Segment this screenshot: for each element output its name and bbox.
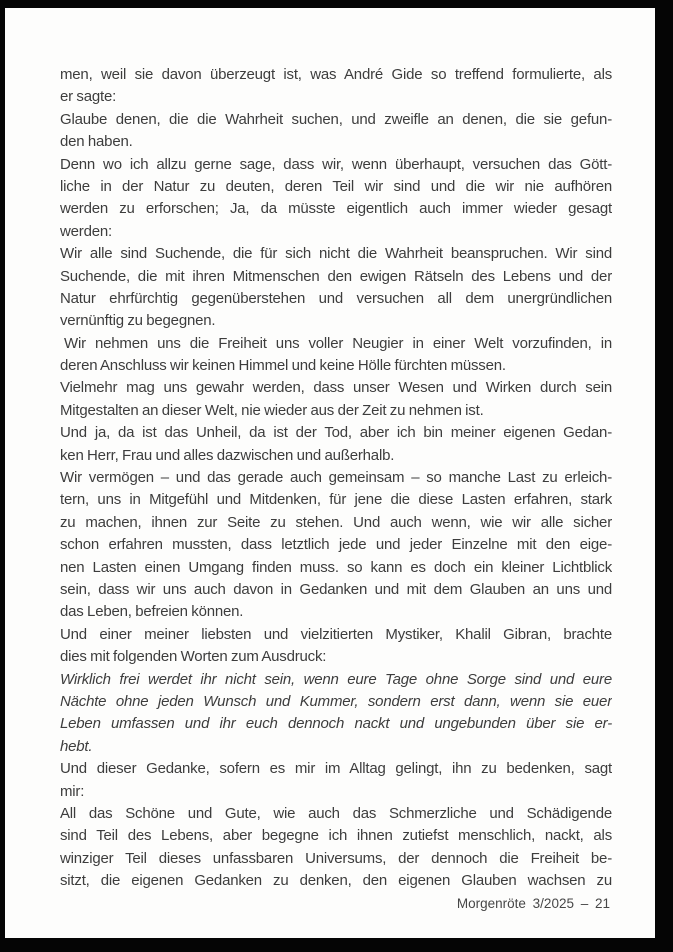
text-line: werden: xyxy=(60,222,112,240)
text-line: Wir alle sind Suchende, die für sich nicht die Wahrheit beanspruchen. Wir sind xyxy=(60,245,612,263)
text-line: sein, dass wir uns auch davon in Gedanken und mit dem Glauben an uns und xyxy=(60,580,612,598)
text-line: Wirklich frei werdet ihr nicht sein, wenn eure Tage ohne Sorge sind und eure xyxy=(60,670,612,688)
footer-journal-page-number: Morgenröte 3/2025 – 21 xyxy=(456,896,610,911)
article-body xyxy=(60,64,612,892)
text-line: Und dieser Gedanke, sofern es mir im Alltag gelingt, ihn zu bedenken, sagt xyxy=(60,760,612,778)
text-line: dies mit folgenden Worten zum Ausdruck: xyxy=(60,648,327,666)
text-line: nen Lasten einen Umgang finden muss. so kann es doch ein kleiner Lichtblick xyxy=(60,558,612,576)
text-line: Wir vermögen – und das gerade auch gemeinsam – so manche Last zu erleich- xyxy=(60,469,612,487)
text-line: er sagte: xyxy=(60,88,117,106)
text-line: Glaube denen, die die Wahrheit suchen, und zweifle an denen, die sie gefun- xyxy=(60,110,612,128)
text-line: mir: xyxy=(60,782,85,800)
text-line: Natur ehrfürchtig gegenüberstehen und versuchen all dem unergründlichen xyxy=(60,289,612,307)
text-line: Suchende, die mit ihren Mitmenschen den ewigen Rätseln des Lebens und der xyxy=(60,267,612,285)
text-line: ken Herr, Frau und alles dazwischen und außerhalb. xyxy=(60,446,395,464)
text-line: hebt. xyxy=(60,737,93,755)
text-line: Wir nehmen uns die Freiheit uns voller Neugier in einer Welt vorzufinden, in xyxy=(64,334,612,352)
text-line: den haben. xyxy=(60,133,133,151)
text-line: men, weil sie davon überzeugt ist, was André Gide so treffend formulierte, als xyxy=(60,66,612,83)
text-line: winziger Teil dieses unfassbaren Universums, der dennoch die Freiheit be- xyxy=(60,849,612,867)
text-line: liche in der Natur zu deuten, deren Teil wir sind und die wir nie aufhören xyxy=(60,177,612,195)
text-line: Und einer meiner liebsten und vielzitierten Mystiker, Khalil Gibran, brachte xyxy=(60,625,612,643)
text-line: Denn wo ich allzu gerne sage, dass wir, wenn überhaupt, versuchen das Gött- xyxy=(60,155,612,173)
text-line: sitzt, die eigenen Gedanken zu denken, den eigenen Glauben wachsen zu xyxy=(60,872,612,890)
text-line: Und ja, da ist das Unheil, da ist der Tod, aber ich bin meiner eigenen Gedan- xyxy=(60,424,612,442)
text-line: sind Teil des Lebens, aber begegne ich ihnen zutiefst menschlich, nackt, als xyxy=(60,827,612,845)
text-line: Leben umfassen und ihr euch dennoch nackt und ungebunden über sie er- xyxy=(60,715,612,733)
text-line: All das Schöne und Gute, wie auch das Schmerzliche und Schädigende xyxy=(60,804,612,822)
text-line: vernünftig zu begegnen. xyxy=(60,312,216,330)
document-page xyxy=(5,8,655,938)
text-line: werden zu erforschen; Ja, da müsste eigentlich auch immer wieder gesagt xyxy=(60,200,612,218)
page-footer xyxy=(457,896,610,911)
text-line: Mitgestalten an dieser Welt, nie wieder aus der Zeit zu nehmen ist. xyxy=(60,401,484,419)
text-line: Vielmehr mag uns gewahr werden, dass unser Wesen und Wirken durch sein xyxy=(60,379,612,397)
text-line: zu machen, ihnen zur Seite zu stehen. Und auch wenn, wie wir alle sicher xyxy=(60,513,612,531)
text-line: deren Anschluss wir keinen Himmel und keine Hölle fürchten müssen. xyxy=(60,357,506,375)
text-line: tern, uns in Mitgefühl und Mitdenken, für jene die diese Lasten erfahren, stark xyxy=(60,491,612,509)
text-line: Nächte ohne jeden Wunsch und Kummer, sondern erst dann, wenn sie euer xyxy=(60,692,612,710)
text-line: schon erfahren mussten, dass letztlich jede und jeder Einzelne mit den eige- xyxy=(60,536,612,554)
text-line: das Leben, befreien können. xyxy=(60,603,244,621)
